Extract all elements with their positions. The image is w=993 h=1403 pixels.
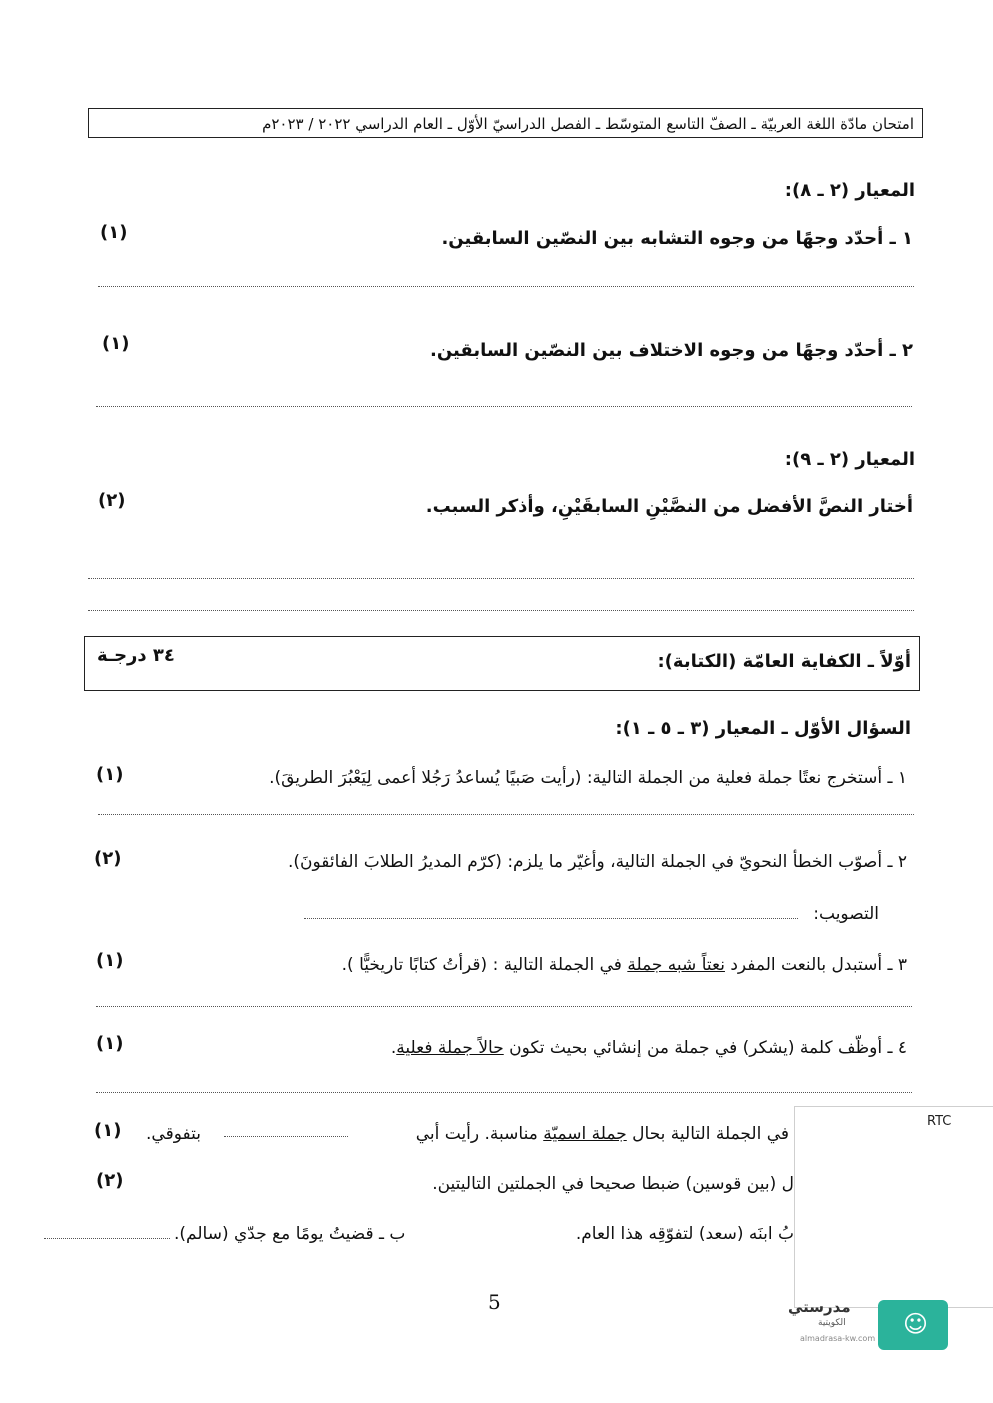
question-1-item-3-part: في الجملة التالية : (قرأتُ كتابًا تاريخيًّا ).	[341, 955, 628, 975]
answer-line	[98, 286, 914, 287]
rtc-overlay-panel[interactable]	[794, 1106, 993, 1308]
question-1-item-4-underlined: حالاً جملة فعلية	[396, 1038, 504, 1058]
question-1-item-4	[391, 1038, 907, 1058]
question-1-item-4-mark: (١)	[96, 1033, 124, 1054]
criterion-2-8-title: المعيار (٢ ـ ٨):	[784, 180, 915, 201]
exam-header-box	[88, 108, 923, 138]
answer-line	[224, 1136, 348, 1137]
site-logo-url: almadrasa-kw.com	[800, 1334, 876, 1343]
question-1-item-3-underlined: نعتاً شبه جملة	[627, 955, 725, 975]
answer-line	[98, 814, 914, 815]
criterion-2-8-question-2-mark: (١)	[102, 333, 130, 354]
section-grade: ٣٤ درجـة	[97, 645, 175, 666]
page-number: 5	[488, 1290, 501, 1314]
site-logo-subtitle: الكويتية	[818, 1318, 846, 1328]
site-logo-text: مدرستي	[788, 1298, 851, 1316]
question-1-item-6-mark: (٢)	[96, 1170, 124, 1191]
criterion-2-9-question: أختار النصَّ الأفضل من النصَّيْنِ السابقَيْنِ، وأذكر السبب.	[425, 496, 913, 517]
question-1-item-3-part: ٣ ـ أستبدل بالنعت المفرد	[724, 955, 907, 975]
question-1-item-3	[342, 955, 907, 975]
section-writing-box	[84, 636, 920, 691]
criterion-2-8-question-2: ٢ ـ أحدّد وجهًا من وجوه الاختلاف بين النصّين السابقين.	[430, 340, 913, 361]
question-1-item-6: ل (بين قوسين) ضبطا صحيحا في الجملتين التاليتين.	[432, 1174, 794, 1194]
answer-line	[44, 1238, 170, 1239]
question-1-title: السؤال الأوّل ـ المعيار (٣ ـ ٥ ـ ١):	[615, 718, 911, 739]
answer-line	[304, 918, 798, 919]
section-title: أوّلاً ـ الكفاية العامّة (الكتابة):	[657, 651, 911, 672]
criterion-2-8-question-1: ١ ـ أحدّد وجهًا من وجوه التشابه بين النصّين السابقين.	[441, 228, 913, 249]
answer-line	[96, 1006, 912, 1007]
question-1-item-2-mark: (٢)	[94, 848, 122, 869]
question-1-item-5-end: بتفوقي.	[146, 1124, 201, 1144]
question-1-item-5-part: في الجملة التالية بحال	[626, 1124, 789, 1144]
question-1-item-2: ٢ ـ أصوّب الخطأ النحويّ في الجملة التالية، وأغيّر ما يلزم: (كرّم المديرُ الطلابَ الفائقونَ).	[288, 852, 907, 872]
question-1-item-5-mark: (١)	[94, 1120, 122, 1141]
criterion-2-9-question-mark: (٢)	[98, 490, 126, 511]
question-1-item-1-mark: (١)	[96, 764, 124, 785]
correction-label: التصويب:	[813, 904, 879, 924]
question-1-item-1: ١ ـ أستخرج نعتًا جملة فعلية من الجملة التالية: (رأيت صَبيًا يُساعدُ رَجُلا أعمى لِيَعْبُرَ الطريقَ).	[269, 768, 907, 788]
smile-icon: ☺	[903, 1310, 929, 1338]
answer-line	[96, 406, 912, 407]
question-1-item-6-b: ب ـ قضيتُ يومًا مع جدّي (سالم).	[174, 1224, 406, 1244]
question-1-item-5	[416, 1124, 789, 1144]
question-1-item-5-underlined: جملة اسميّة	[543, 1124, 627, 1144]
answer-line	[96, 1092, 912, 1093]
criterion-2-8-question-1-mark: (١)	[100, 222, 128, 243]
answer-line	[88, 610, 914, 611]
criterion-2-9-title: المعيار (٢ ـ ٩):	[784, 449, 915, 470]
question-1-item-4-part: ٤ ـ أوظّف كلمة (يشكر) في جملة من إنشائي بحيث تكون	[503, 1038, 907, 1058]
question-1-item-6-a: بُ ابنَه (سعد) لتفوّقِه هذا العام.	[575, 1224, 794, 1244]
question-1-item-5-part: مناسبة. رأيت أبي	[415, 1124, 544, 1144]
exam-header-title: امتحان مادّة اللغة العربيّة ـ الصفّ التاسع المتوسّط ـ الفصل الدراسيّ الأوّل ـ العام الدراسي ٢٠٢٢ / ٢٠٢٣م	[262, 115, 914, 133]
answer-line	[88, 578, 914, 579]
question-1-item-3-mark: (١)	[96, 950, 124, 971]
question-1-item-4-part: .	[390, 1038, 397, 1058]
rtc-label: RTC	[927, 1114, 952, 1129]
